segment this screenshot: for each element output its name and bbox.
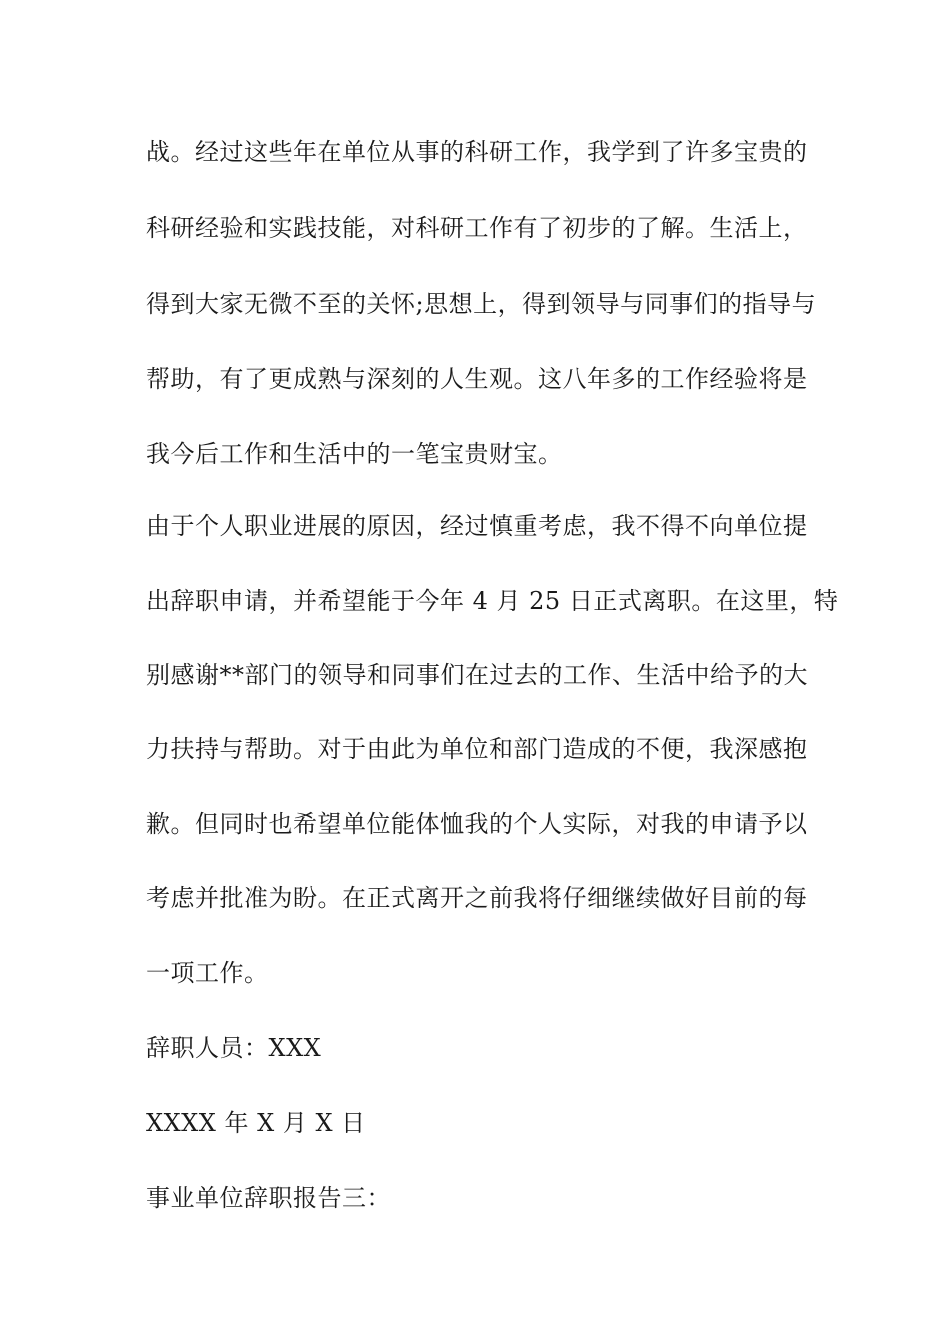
text-line: 一项工作。	[146, 959, 269, 987]
text-line: 科研经验和实践技能，对科研工作有了初步的了解。生活上，	[146, 214, 808, 242]
signature-date: XXXX 年 X 月 X 日	[146, 1109, 366, 1137]
text-line: 考虑并批准为盼。在正式离开之前我将仔细继续做好目前的每	[146, 884, 808, 912]
text-line: 力扶持与帮助。对于由此为单位和部门造成的不便，我深感抱	[146, 735, 808, 763]
text-line: 战。经过这些年在单位从事的科研工作，我学到了许多宝贵的	[146, 138, 808, 166]
text-line: 帮助，有了更成熟与深刻的人生观。这八年多的工作经验将是	[146, 365, 808, 393]
resigner-signature: 辞职人员：XXX	[146, 1034, 322, 1062]
section-heading: 事业单位辞职报告三：	[146, 1184, 391, 1212]
text-line: 歉。但同时也希望单位能体恤我的个人实际，对我的申请予以	[146, 810, 808, 838]
text-line: 我今后工作和生活中的一笔宝贵财宝。	[146, 440, 563, 468]
text-line: 由于个人职业进展的原因，经过慎重考虑，我不得不向单位提	[146, 512, 808, 540]
text-line: 出辞职申请，并希望能于今年 4 月 25 日正式离职。在这里，特	[146, 587, 839, 615]
text-line: 得到大家无微不至的关怀;思想上，得到领导与同事们的指导与	[146, 290, 817, 318]
text-line: 别感谢**部门的领导和同事们在过去的工作、生活中给予的大	[146, 661, 808, 689]
